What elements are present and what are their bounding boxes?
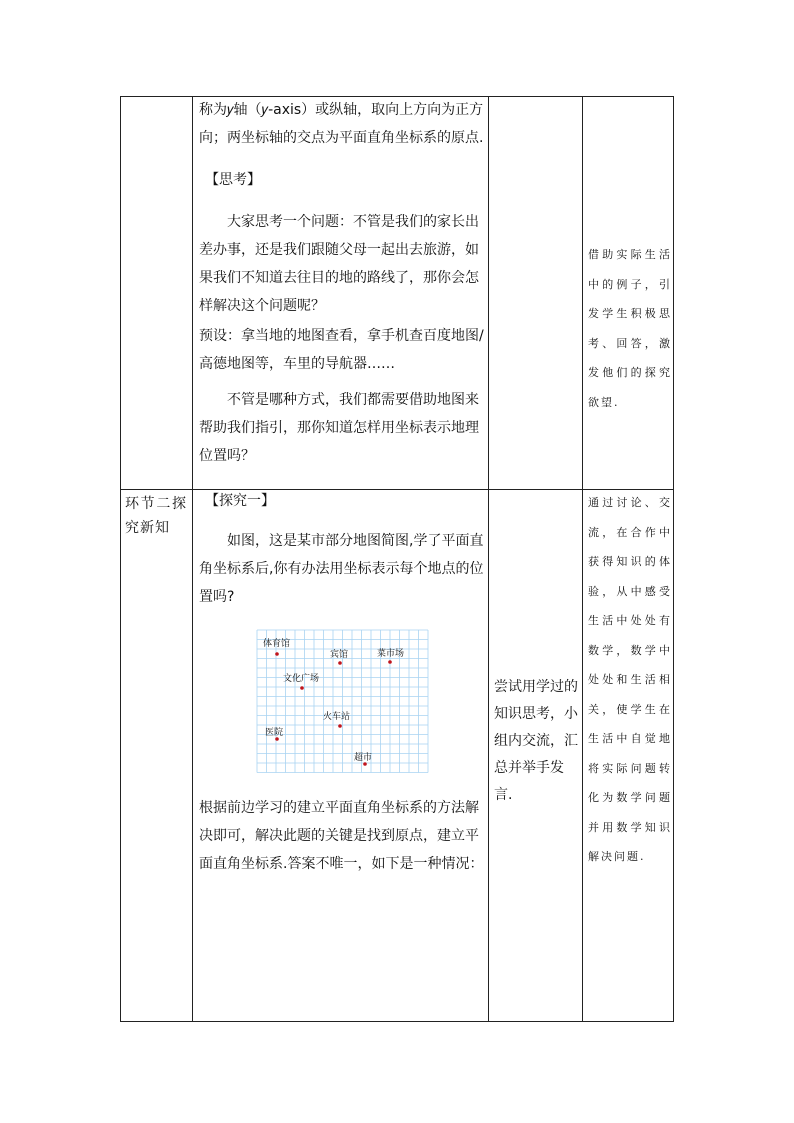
map-place-label: 医院 bbox=[265, 728, 284, 738]
table-border-left bbox=[120, 96, 121, 1022]
explore-heading: 【探究一】 bbox=[205, 493, 275, 509]
map-place-label: 菜市场 bbox=[377, 649, 405, 659]
map-place-label: 超市 bbox=[354, 753, 373, 763]
table-divider-1 bbox=[192, 96, 193, 1022]
map-place-label: 体育馆 bbox=[263, 639, 291, 649]
explore-text: 如图，这是某市部分地图简图,学了平面直角坐标系后,你有办法用坐标表示每个地点的位置吗? bbox=[199, 533, 484, 605]
map-point bbox=[338, 661, 342, 665]
row2-content-cell bbox=[199, 487, 485, 611]
map-dots bbox=[275, 652, 392, 766]
table-divider-3 bbox=[582, 96, 583, 1022]
map-place-label: 火车站 bbox=[323, 712, 351, 722]
row1-content-cell bbox=[199, 96, 485, 470]
map-place-label: 文化广场 bbox=[283, 674, 320, 684]
table-border-bottom bbox=[120, 1021, 674, 1022]
think-heading: 【思考】 bbox=[205, 172, 261, 188]
row2-intent-cell bbox=[588, 488, 672, 872]
map-point bbox=[275, 652, 279, 656]
row1-intent-cell bbox=[588, 240, 672, 417]
answer-text: 根据前边学习的建立平面直角坐标系的方法解决即可，解决此题的关键是找到原点，建立平面直角坐标系.答案不唯一，如下是一种情况： bbox=[199, 800, 484, 872]
city-map-svg bbox=[251, 626, 431, 778]
stage-label: 环节二探究新知 bbox=[125, 496, 187, 536]
think-text: 大家思考一个问题：不管是我们的家长出差办事，还是我们跟随父母一起出去旅游，如果我们不知道去往目的地的路线了，那你会怎样解决这个问题呢？ bbox=[199, 214, 479, 314]
student-activity-cell bbox=[494, 674, 580, 809]
city-map-figure bbox=[251, 626, 431, 778]
stage-label-cell bbox=[125, 492, 187, 540]
coordinate-text: 称为𝑦轴（𝑦-axis）或纵轴，取向上方向为正方向；两坐标轴的交点为平面直角坐标系的原点. bbox=[199, 102, 484, 146]
map-point bbox=[388, 660, 392, 664]
closing-text: 不管是哪种方式，我们都需要借助地图来帮助我们指引，那你知道怎样用坐标表示地理位置吗？ bbox=[199, 392, 479, 464]
table-divider-2 bbox=[488, 96, 489, 1022]
preset-text: 预设：拿当地的地图查看，拿手机查百度地图/高德地图等，车里的导航器…… bbox=[199, 328, 484, 372]
row2-design-intent: 通过讨论、交流，在合作中获得知识的体验，从中感受生活中处处有数学，数学中处处和生活相关，使学生在生活中自觉地将实际问题转化为数学问题并用数学知识解决问题. bbox=[588, 496, 672, 863]
map-point bbox=[338, 724, 342, 728]
map-point bbox=[300, 686, 304, 690]
table-border-right bbox=[673, 96, 674, 1022]
map-place-label: 宾馆 bbox=[330, 650, 349, 660]
row1-design-intent: 借助实际生活中的例子，引发学生积极思考、回答，激发他们的探究欲望. bbox=[588, 248, 672, 409]
student-activity: 尝试用学过的知识思考，小组内交流，汇总并举手发言. bbox=[494, 679, 578, 803]
answer-cell bbox=[199, 794, 485, 878]
